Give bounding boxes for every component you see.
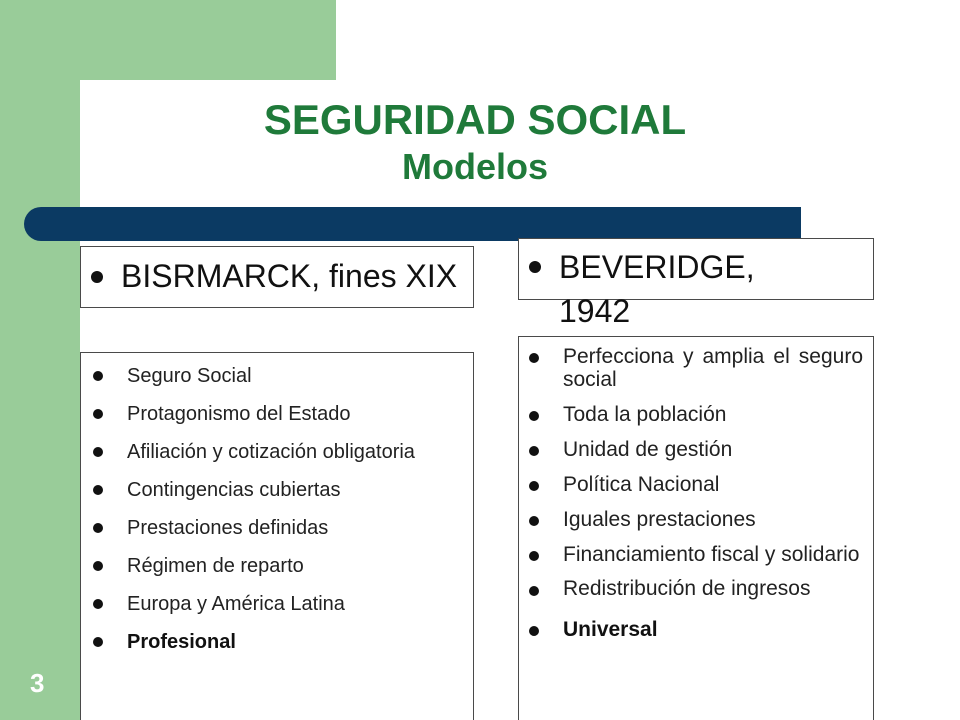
list-item: Iguales prestaciones [529,508,863,531]
bullet-icon [529,586,539,596]
bullet-icon [529,551,539,561]
list-item: Seguro Social [93,363,461,389]
page-number: 3 [30,668,45,698]
bullet-icon [529,411,539,421]
bullet-icon [529,626,539,636]
bullet-icon [93,485,103,495]
bullet-icon [529,446,539,456]
list-item: Unidad de gestión [529,438,863,461]
list-item: Universal [529,618,863,641]
list-item: Régimen de reparto [93,553,461,579]
slide-title: SEGURIDAD SOCIAL [263,96,687,143]
bismarck-list-box [80,352,474,720]
list-item: Profesional [93,629,461,655]
list-item: Europa y América Latina [93,591,461,617]
list-item: Toda la población [529,403,863,426]
bullet-icon [93,599,103,609]
slide-subtitle: Modelos [401,146,548,187]
beveridge-header-box [518,238,874,329]
bullet-icon [93,561,103,571]
bullet-icon [93,523,103,533]
beveridge-list-box [518,336,874,720]
bismarck-header: BISRMARCK, fines XIX [121,258,458,294]
list-item: Prestaciones definidas [93,515,461,541]
bullet-icon [93,447,103,457]
title-underline-bar [24,207,801,241]
list-item: Protagonismo del Estado [93,401,461,427]
bismarck-list [81,353,473,655]
list-item: Política Nacional [529,473,863,496]
list-item: Afiliación y cotización obligatoria [93,439,461,465]
bullet-icon [93,409,103,419]
bullet-icon [529,481,539,491]
list-item: Redistribución de ingresos [529,578,863,606]
bullet-icon [529,261,541,273]
bullet-icon [93,637,103,647]
list-item: Perfecciona y amplia el seguro social [529,345,863,391]
bullet-icon [529,516,539,526]
bismarck-header-box [80,246,474,308]
bullet-icon [91,271,103,283]
beveridge-header: BEVERIDGE, 1942 [559,249,755,329]
bullet-icon [93,371,103,381]
beveridge-list [519,337,873,641]
list-item: Financiamiento fiscal y solidario [529,543,863,566]
bullet-icon [529,353,539,363]
list-item: Contingencias cubiertas [93,477,461,503]
